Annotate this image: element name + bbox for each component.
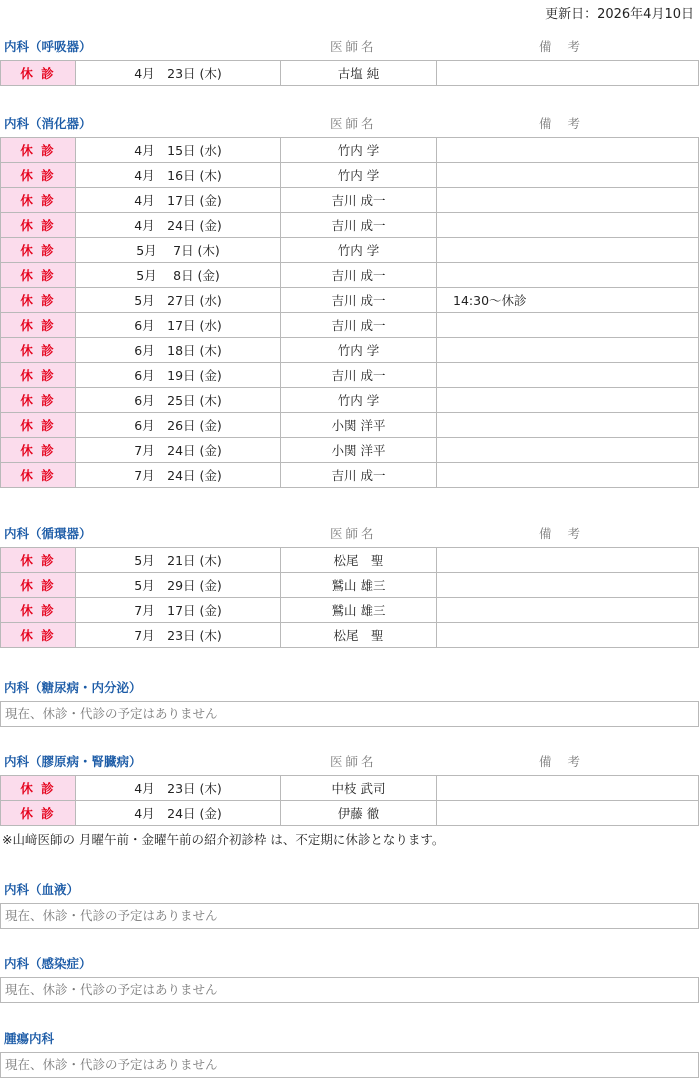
- date-cell: 5月 27日 (水): [76, 288, 281, 313]
- section-title: 内科（糖尿病・内分泌）: [4, 680, 142, 695]
- doctor-cell: 鷲山 雄三: [281, 598, 437, 623]
- schedule-table: [0, 60, 699, 86]
- note-column-header: 備考: [539, 116, 597, 131]
- table-row: [1, 413, 699, 438]
- note-cell: [437, 188, 699, 213]
- no-schedule-message: 現在、休診・代診の予定はありません: [0, 903, 699, 929]
- closed-badge: 休 診: [1, 288, 76, 313]
- closed-badge: 休 診: [1, 776, 76, 801]
- note-cell: [437, 313, 699, 338]
- doctor-cell: 中枝 武司: [281, 776, 437, 801]
- date-cell: 4月 16日 (木): [76, 163, 281, 188]
- table-row: [1, 363, 699, 388]
- section-infectious: [0, 953, 700, 1003]
- note-cell: [437, 438, 699, 463]
- doctor-cell: 竹内 学: [281, 338, 437, 363]
- date-cell: 5月 8日 (金): [76, 263, 281, 288]
- table-row: [1, 288, 699, 313]
- closed-badge: 休 診: [1, 138, 76, 163]
- date-cell: 6月 17日 (水): [76, 313, 281, 338]
- note-cell: [437, 598, 699, 623]
- section-diabetes: [0, 677, 700, 727]
- section-header: [0, 36, 700, 60]
- table-row: [1, 263, 699, 288]
- section-oncology: [0, 1028, 700, 1078]
- note-cell: [437, 61, 699, 86]
- doctor-column-header: 医師名: [330, 116, 377, 131]
- closed-badge: 休 診: [1, 463, 76, 488]
- section-cardio: [0, 523, 700, 648]
- note-column-header: 備考: [539, 754, 597, 769]
- closed-badge: 休 診: [1, 213, 76, 238]
- closed-badge: 休 診: [1, 438, 76, 463]
- table-row: [1, 573, 699, 598]
- table-row: [1, 388, 699, 413]
- date-cell: 4月 23日 (木): [76, 776, 281, 801]
- doctor-cell: 吉川 成一: [281, 463, 437, 488]
- no-schedule-message: 現在、休診・代診の予定はありません: [0, 977, 699, 1003]
- section-title: 内科（循環器）: [4, 526, 92, 541]
- closed-badge: 休 診: [1, 61, 76, 86]
- doctor-column-header: 医師名: [330, 754, 377, 769]
- table-row: [1, 598, 699, 623]
- closed-badge: 休 診: [1, 388, 76, 413]
- closed-badge: 休 診: [1, 363, 76, 388]
- section-header: [0, 677, 700, 701]
- note-cell: [437, 388, 699, 413]
- date-cell: 7月 24日 (金): [76, 438, 281, 463]
- table-row: [1, 61, 699, 86]
- section-header: [0, 751, 700, 775]
- date-cell: 5月 21日 (木): [76, 548, 281, 573]
- section-title: 内科（膠原病・腎臓病）: [4, 754, 142, 769]
- doctor-cell: 吉川 成一: [281, 363, 437, 388]
- doctor-cell: 松尾 聖: [281, 548, 437, 573]
- note-cell: [437, 573, 699, 598]
- table-row: [1, 801, 699, 826]
- note-cell: [437, 163, 699, 188]
- table-row: [1, 188, 699, 213]
- section-gastro: [0, 113, 700, 488]
- date-cell: 4月 15日 (水): [76, 138, 281, 163]
- footnote: ※山﨑医師の 月曜午前・金曜午前の紹介初診枠 は、不定期に休診となります。: [2, 832, 445, 847]
- table-row: [1, 138, 699, 163]
- section-respiratory: [0, 36, 700, 86]
- date-cell: 6月 18日 (木): [76, 338, 281, 363]
- date-cell: 4月 23日 (木): [76, 61, 281, 86]
- doctor-cell: 小関 洋平: [281, 413, 437, 438]
- note-cell: [437, 413, 699, 438]
- date-cell: 6月 25日 (木): [76, 388, 281, 413]
- section-title: 内科（呼吸器）: [4, 39, 92, 54]
- note-cell: [437, 138, 699, 163]
- closed-badge: 休 診: [1, 548, 76, 573]
- table-row: [1, 463, 699, 488]
- schedule-table: [0, 775, 699, 826]
- doctor-cell: 吉川 成一: [281, 263, 437, 288]
- note-column-header: 備考: [539, 526, 597, 541]
- table-row: [1, 548, 699, 573]
- doctor-cell: 竹内 学: [281, 138, 437, 163]
- note-cell: [437, 776, 699, 801]
- section-title: 内科（感染症）: [4, 956, 92, 971]
- doctor-column-header: 医師名: [330, 39, 377, 54]
- closed-badge: 休 診: [1, 313, 76, 338]
- closed-badge: 休 診: [1, 573, 76, 598]
- section-title: 内科（消化器）: [4, 116, 92, 131]
- closed-badge: 休 診: [1, 338, 76, 363]
- note-cell: [437, 463, 699, 488]
- note-cell: [437, 213, 699, 238]
- note-cell: [437, 548, 699, 573]
- section-title: 腫瘍内科: [4, 1031, 55, 1046]
- table-row: [1, 776, 699, 801]
- table-row: [1, 313, 699, 338]
- section-hematology: [0, 879, 700, 929]
- date-cell: 6月 19日 (金): [76, 363, 281, 388]
- note-cell: [437, 363, 699, 388]
- date-cell: 7月 24日 (金): [76, 463, 281, 488]
- schedule-table: [0, 137, 699, 488]
- table-row: [1, 438, 699, 463]
- doctor-column-header: 医師名: [330, 526, 377, 541]
- date-cell: 7月 23日 (木): [76, 623, 281, 648]
- no-schedule-message: 現在、休診・代診の予定はありません: [0, 701, 699, 727]
- date-cell: 7月 17日 (金): [76, 598, 281, 623]
- doctor-cell: 竹内 学: [281, 163, 437, 188]
- doctor-cell: 吉川 成一: [281, 188, 437, 213]
- closed-badge: 休 診: [1, 598, 76, 623]
- doctor-cell: 竹内 学: [281, 238, 437, 263]
- section-header: [0, 113, 700, 137]
- date-cell: 5月 29日 (金): [76, 573, 281, 598]
- closed-badge: 休 診: [1, 163, 76, 188]
- updated-date: 更新日：2026年4月10日: [545, 7, 694, 22]
- date-cell: 6月 26日 (金): [76, 413, 281, 438]
- table-row: [1, 238, 699, 263]
- date-cell: 4月 24日 (金): [76, 213, 281, 238]
- doctor-cell: 竹内 学: [281, 388, 437, 413]
- note-cell: [437, 238, 699, 263]
- table-row: [1, 623, 699, 648]
- doctor-cell: 鷲山 雄三: [281, 573, 437, 598]
- section-title: 内科（血液）: [4, 882, 80, 897]
- date-cell: 5月 7日 (木): [76, 238, 281, 263]
- no-schedule-message: 現在、休診・代診の予定はありません: [0, 1052, 699, 1078]
- doctor-cell: 吉川 成一: [281, 288, 437, 313]
- date-cell: 4月 24日 (金): [76, 801, 281, 826]
- closed-badge: 休 診: [1, 188, 76, 213]
- section-header: [0, 953, 700, 977]
- doctor-cell: 伊藤 徹: [281, 801, 437, 826]
- doctor-cell: 吉川 成一: [281, 313, 437, 338]
- closed-badge: 休 診: [1, 238, 76, 263]
- table-row: [1, 213, 699, 238]
- doctor-cell: 松尾 聖: [281, 623, 437, 648]
- section-header: [0, 523, 700, 547]
- closed-badge: 休 診: [1, 413, 76, 438]
- schedule-table: [0, 547, 699, 648]
- section-header: [0, 879, 700, 903]
- closed-badge: 休 診: [1, 263, 76, 288]
- table-row: [1, 338, 699, 363]
- note-column-header: 備考: [539, 39, 597, 54]
- note-cell: [437, 623, 699, 648]
- closed-badge: 休 診: [1, 801, 76, 826]
- section-collagen-kidney: [0, 751, 700, 848]
- note-cell: [437, 263, 699, 288]
- closed-badge: 休 診: [1, 623, 76, 648]
- doctor-cell: 古塩 純: [281, 61, 437, 86]
- doctor-cell: 小関 洋平: [281, 438, 437, 463]
- note-cell: [437, 801, 699, 826]
- note-cell: 14:30～休診: [437, 288, 699, 313]
- doctor-cell: 吉川 成一: [281, 213, 437, 238]
- note-cell: [437, 338, 699, 363]
- table-row: [1, 163, 699, 188]
- section-header: [0, 1028, 700, 1052]
- date-cell: 4月 17日 (金): [76, 188, 281, 213]
